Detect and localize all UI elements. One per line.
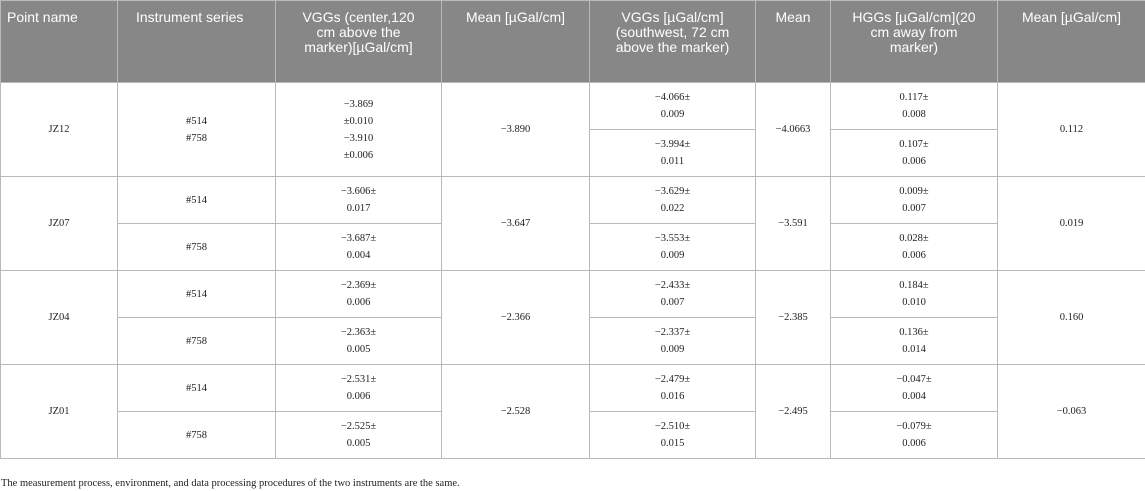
instrument-cell: #514 — [118, 271, 276, 318]
vgg-center-cell: −3.606± 0.017 — [276, 177, 442, 224]
header-mean-hggs: Mean [µGal/cm] — [998, 1, 1145, 83]
header-vggs-southwest: VGGs [µGal/cm](southwest, 72 cm above the marker) — [590, 1, 756, 83]
table-row — [1, 271, 1145, 318]
instrument-cell: #514 #758 — [118, 83, 276, 177]
hgg-cell: 0.107± 0.006 — [831, 130, 998, 177]
point-name-cell: JZ01 — [1, 365, 118, 459]
vgg-southwest-cell: −2.479± 0.016 — [590, 365, 756, 412]
point-name-cell: JZ04 — [1, 271, 118, 365]
header-row — [1, 1, 1145, 83]
hgg-cell: 0.028± 0.006 — [831, 224, 998, 271]
vgg-southwest-cell: −2.510± 0.015 — [590, 412, 756, 459]
vgg-center-cell: −3.869 ±0.010 −3.910 ±0.006 — [276, 83, 442, 177]
header-vggs-center: VGGs (center,120 cm above the marker)[µGal/cm] — [276, 1, 442, 83]
vgg-southwest-cell: −3.553± 0.009 — [590, 224, 756, 271]
mean-southwest-cell: −4.0663 — [756, 83, 831, 177]
table-row — [1, 83, 1145, 130]
instrument-cell: #514 — [118, 365, 276, 412]
vgg-center-cell: −2.525± 0.005 — [276, 412, 442, 459]
vgg-southwest-cell: −4.066± 0.009 — [590, 83, 756, 130]
vgg-southwest-cell: −3.994± 0.011 — [590, 130, 756, 177]
mean-hgg-cell: 0.160 — [998, 271, 1145, 365]
mean-center-cell: −3.890 — [442, 83, 590, 177]
mean-hgg-cell: −0.063 — [998, 365, 1145, 459]
hgg-cell: −0.079± 0.006 — [831, 412, 998, 459]
table-row — [1, 365, 1145, 412]
instrument-cell: #758 — [118, 412, 276, 459]
vgg-center-cell: −2.363± 0.005 — [276, 318, 442, 365]
hgg-cell: 0.117± 0.008 — [831, 83, 998, 130]
table-row — [1, 177, 1145, 224]
instrument-cell: #514 — [118, 177, 276, 224]
header-mean-center: Mean [µGal/cm] — [442, 1, 590, 83]
header-mean-southwest: Mean — [756, 1, 831, 83]
mean-center-cell: −2.366 — [442, 271, 590, 365]
header-instrument-series: Instrument series — [118, 1, 276, 83]
mean-hgg-cell: 0.019 — [998, 177, 1145, 271]
mean-hgg-cell: 0.112 — [998, 83, 1145, 177]
instrument-cell: #758 — [118, 318, 276, 365]
hgg-cell: 0.184± 0.010 — [831, 271, 998, 318]
mean-southwest-cell: −2.495 — [756, 365, 831, 459]
table-footnote: The measurement process, environment, and data processing procedures of the two instruments are the same. — [1, 478, 460, 489]
vgg-center-cell: −2.369± 0.006 — [276, 271, 442, 318]
hgg-cell: 0.136± 0.014 — [831, 318, 998, 365]
vgg-center-cell: −3.687± 0.004 — [276, 224, 442, 271]
mean-center-cell: −2.528 — [442, 365, 590, 459]
vgg-center-cell: −2.531± 0.006 — [276, 365, 442, 412]
mean-center-cell: −3.647 — [442, 177, 590, 271]
hgg-cell: −0.047± 0.004 — [831, 365, 998, 412]
hgg-cell: 0.009± 0.007 — [831, 177, 998, 224]
vgg-southwest-cell: −2.433± 0.007 — [590, 271, 756, 318]
point-name-cell: JZ12 — [1, 83, 118, 177]
mean-southwest-cell: −3.591 — [756, 177, 831, 271]
vgg-southwest-cell: −2.337± 0.009 — [590, 318, 756, 365]
instrument-cell: #758 — [118, 224, 276, 271]
header-point-name: Point name — [1, 1, 118, 83]
point-name-cell: JZ07 — [1, 177, 118, 271]
vgg-southwest-cell: −3.629± 0.022 — [590, 177, 756, 224]
mean-southwest-cell: −2.385 — [756, 271, 831, 365]
header-hggs: HGGs [µGal/cm](20 cm away from marker) — [831, 1, 998, 83]
